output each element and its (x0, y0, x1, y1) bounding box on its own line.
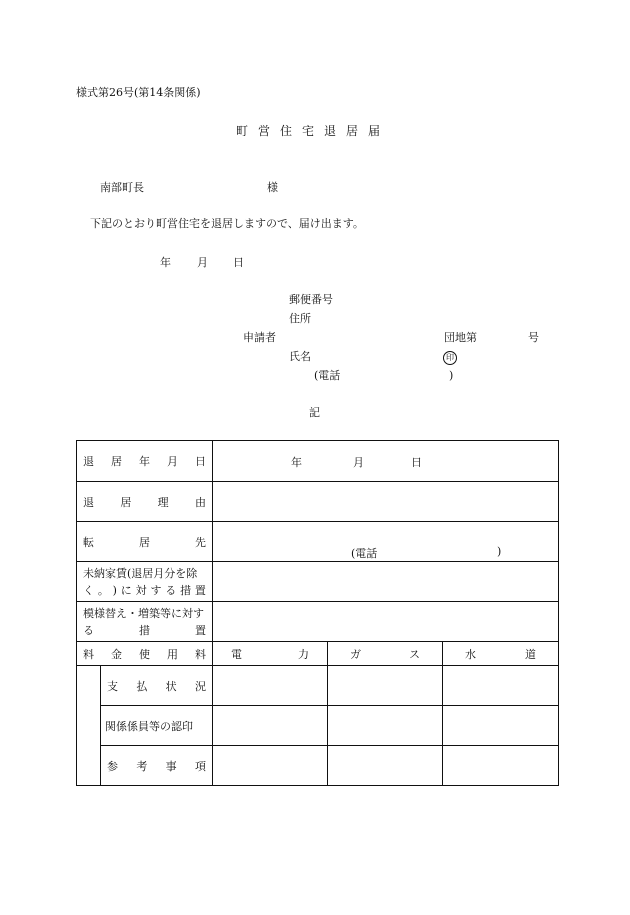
complex-suffix: 号 (528, 331, 539, 344)
complex-prefix: 団地第 (444, 331, 477, 344)
row-unpaid-rent (77, 562, 559, 602)
addressee-name: 南部町長 (100, 181, 144, 194)
label-unpaid-rent: 未納家賃(退居月分を除 く 。 ) に 対 す る 措 置 (77, 562, 213, 602)
header-water: 水 道 (443, 642, 559, 666)
label-move-out-date: 退 居 年 月 日 (77, 441, 213, 482)
value-remodel[interactable] (213, 602, 559, 642)
seal-gas[interactable] (328, 706, 443, 746)
payment-electricity[interactable] (213, 666, 328, 706)
seal-icon: 印 (443, 351, 457, 365)
notes-electricity[interactable] (213, 746, 328, 786)
label-notes: 参 考 事 項 (101, 746, 213, 786)
name-label: 氏名 (289, 350, 311, 363)
date-day: 日 (233, 256, 244, 269)
move-out-form-table (76, 440, 559, 786)
row-fees (77, 642, 559, 666)
seal-water[interactable] (443, 706, 559, 746)
label-remodel: 模様替え・増築等に対す る 措 置 (77, 602, 213, 642)
label-staff-seal: 関係係員等の認印 (101, 706, 213, 746)
postal-code-label: 郵便番号 (289, 293, 333, 306)
date-month: 月 (197, 256, 208, 269)
forwarding-phone-open: (電話 (351, 547, 378, 560)
address-label: 住所 (289, 312, 311, 325)
forwarding-phone-close: ) (497, 545, 502, 558)
row-remodel (77, 602, 559, 642)
addressee-honorific: 様 (267, 181, 278, 194)
row-payment-status (77, 666, 559, 706)
label-fees: 料 金 使 用 料 (77, 642, 213, 666)
payment-water[interactable] (443, 666, 559, 706)
applicant-phone-close: ) (449, 369, 454, 382)
statement-text: 下記のとおり町営住宅を退居しますので、届け出ます。 (90, 217, 364, 230)
form-number: 様式第26号(第14条関係) (76, 86, 201, 99)
row-staff-seal (77, 706, 559, 746)
notes-water[interactable] (443, 746, 559, 786)
fees-indent-gap (77, 666, 101, 786)
applicant-phone-open: (電話 (314, 369, 341, 382)
label-reason: 退 居 理 由 (77, 482, 213, 522)
seal-electricity[interactable] (213, 706, 328, 746)
header-gas: ガ ス (328, 642, 443, 666)
header-electricity: 電 力 (213, 642, 328, 666)
value-unpaid-rent[interactable] (213, 562, 559, 602)
row-move-out-date (77, 441, 559, 482)
notes-gas[interactable] (328, 746, 443, 786)
document-title: 町営住宅退居届 (236, 124, 391, 138)
row-forwarding (77, 522, 559, 562)
value-move-out-date[interactable]: 年 月 日 (213, 441, 559, 482)
label-payment-status: 支 払 状 況 (101, 666, 213, 706)
payment-gas[interactable] (328, 666, 443, 706)
row-notes (77, 746, 559, 786)
seal-mark (443, 350, 457, 365)
label-forwarding: 転 居 先 (77, 522, 213, 562)
value-reason[interactable] (213, 482, 559, 522)
ki-heading: 記 (309, 406, 320, 419)
value-forwarding[interactable] (213, 522, 559, 562)
row-reason (77, 482, 559, 522)
date-year: 年 (160, 256, 171, 269)
applicant-label: 申請者 (243, 331, 276, 344)
